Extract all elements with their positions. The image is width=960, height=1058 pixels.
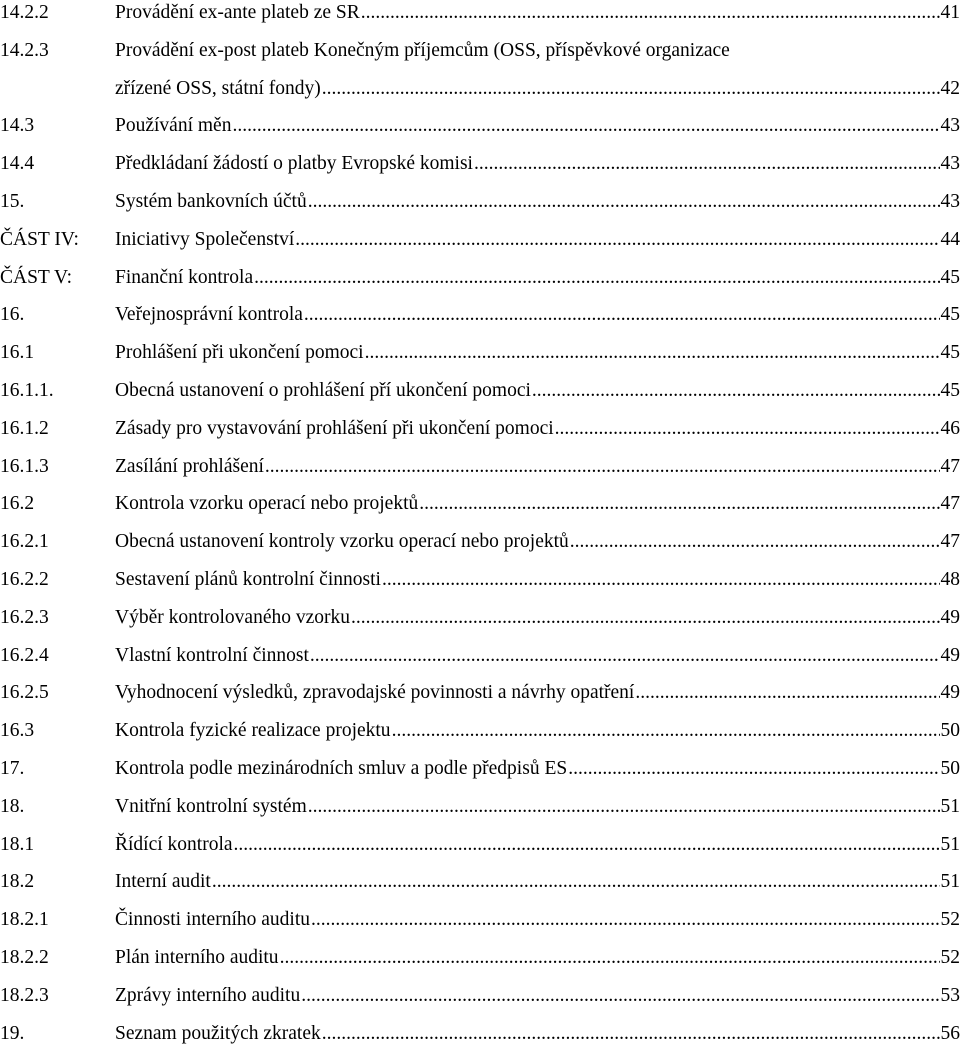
dot-leader [322,1021,940,1046]
toc-entry-title: Provádění ex-ante plateb ze SR [115,0,360,25]
toc-entry-number: 18.2.2 [0,945,49,970]
toc-entry-title-line [115,38,960,76]
toc-entry-title-line [115,718,960,756]
toc-entry-title-line [115,416,960,454]
toc-entry[interactable] [0,454,960,492]
toc-entry-title: Systém bankovních účtů [115,189,307,214]
toc-entry[interactable] [0,869,960,907]
toc-entry-title-box [115,832,960,870]
toc-entry[interactable] [0,907,960,945]
toc-entry-number: 16.1.2 [0,416,49,441]
dot-leader [265,454,940,479]
toc-entry-title-box [115,756,960,794]
toc-entry-page-number: 44 [941,227,960,252]
toc-entry-page-number: 53 [941,983,960,1008]
toc-entry-title-box [115,416,960,454]
toc-entry-title-box [115,794,960,832]
toc-entry[interactable] [0,227,960,265]
dot-leader [532,378,940,403]
toc-entry[interactable] [0,529,960,567]
toc-entry[interactable] [0,832,960,870]
toc-entry-title-line [115,340,960,378]
toc-entry[interactable] [0,189,960,227]
toc-entry-title-box [115,907,960,945]
dot-leader [254,265,939,290]
dot-leader [308,189,940,214]
toc-entry[interactable] [0,643,960,681]
toc-entry-title-box [115,718,960,756]
toc-entry-title-line [115,680,960,718]
toc-entry-page-number: 43 [941,189,960,214]
toc-entry-title-box [115,0,960,38]
toc-entry-page-number: 50 [941,718,960,743]
toc-entry[interactable] [0,0,960,38]
toc-entry-title-box [115,151,960,189]
dot-leader [555,416,940,441]
toc-entry[interactable] [0,567,960,605]
toc-entry-page-number: 48 [941,567,960,592]
dot-leader [280,945,940,970]
toc-entry-title: Prohlášení při ukončení pomoci [115,340,364,365]
dot-leader [365,340,940,365]
toc-entry-title: Kontrola fyzické realizace projektu [115,718,391,743]
toc-entry-title-line [115,302,960,340]
toc-entry[interactable] [0,756,960,794]
toc-entry-page-number: 52 [941,945,960,970]
toc-entry-title: Interní audit [115,869,211,894]
toc-entry-title-line [115,756,960,794]
toc-entry-page-number: 50 [941,756,960,781]
toc-entry-page-number: 42 [941,76,960,101]
toc-entry-number: ČÁST V: [0,265,72,290]
toc-entry-page-number: 41 [941,0,960,25]
toc-entry-page-number: 49 [941,680,960,705]
toc-entry[interactable] [0,302,960,340]
toc-entry-number: 16.2 [0,491,34,516]
dot-leader [570,529,940,554]
toc-entry-title-box [115,869,960,907]
toc-entry-number: ČÁST IV: [0,227,79,252]
toc-entry-number: 14.2.2 [0,0,49,25]
toc-entry-title-box [115,491,960,529]
toc-entry-title-line [115,907,960,945]
toc-entry-title: Činnosti interního auditu [115,907,310,932]
toc-entry-title: Vlastní kontrolní činnost [115,643,309,668]
toc-entry-number: 19. [0,1021,24,1046]
toc-entry-page-number: 51 [941,869,960,894]
toc-entry-page-number: 43 [941,113,960,138]
toc-entry-page-number: 45 [941,378,960,403]
toc-entry-page-number: 45 [941,302,960,327]
toc-entry-number: 16.2.1 [0,529,49,554]
toc-entry-title-box [115,1021,960,1058]
dot-leader [212,869,940,894]
dot-leader [419,491,939,516]
toc-entry-title-line [115,76,960,114]
toc-entry-title: Iniciativy Společenství [115,227,294,252]
toc-entry-title-box [115,983,960,1021]
toc-entry[interactable] [0,491,960,529]
toc-entry-number: 16.1.3 [0,454,49,479]
toc-entry-number: 18.2.3 [0,983,49,1008]
toc-entry[interactable] [0,794,960,832]
toc-entry-title: Kontrola podle mezinárodních smluv a podle předpisů ES [115,756,567,781]
dot-leader [232,113,939,138]
toc-entry-title-line [115,529,960,567]
toc-entry-title-line [115,378,960,416]
toc-entry-title-box [115,605,960,643]
toc-entry-number: 16.1.1. [0,378,54,403]
toc-entry-title-line [115,151,960,189]
toc-entry-page-number: 49 [941,643,960,668]
toc-entry-number: 14.2.3 [0,38,49,63]
toc-entry-title: Finanční kontrola [115,265,253,290]
toc-entry-title-box [115,113,960,151]
toc-entry-page-number: 46 [941,416,960,441]
toc-entry-title-line [115,643,960,681]
dot-leader [351,605,939,630]
toc-entry-title: Zprávy interního auditu [115,983,300,1008]
toc-entry[interactable] [0,38,960,114]
toc-entry-page-number: 45 [941,340,960,365]
dot-leader [635,680,939,705]
toc-entry-number: 15. [0,189,24,214]
toc-entry-page-number: 52 [941,907,960,932]
toc-entry-title-box [115,265,960,303]
toc-entry-title-line [115,869,960,907]
toc-entry-number: 18. [0,794,24,819]
toc-entry-title: Zasílání prohlášení [115,454,264,479]
toc-entry[interactable] [0,945,960,983]
toc-entry[interactable] [0,340,960,378]
toc-entry-title-line [115,945,960,983]
toc-entry-title: Výběr kontrolovaného vzorku [115,605,350,630]
toc-entry-number: 18.1 [0,832,34,857]
toc-entry-title-box [115,227,960,265]
toc-entry-number: 16. [0,302,24,327]
toc-entry-title-box [115,340,960,378]
toc-entry-title-box [115,643,960,681]
toc-entry-title-box [115,302,960,340]
toc-entry-number: 14.4 [0,151,34,176]
toc-entry-title: zřízené OSS, státní fondy) [115,76,321,101]
toc-entry-title-box [115,378,960,416]
toc-entry-title: Veřejnosprávní kontrola [115,302,303,327]
toc-entry-title-box [115,529,960,567]
dot-leader [310,643,940,668]
toc-entry-number: 18.2.1 [0,907,49,932]
toc-entry-title-line [115,113,960,151]
toc-entry-page-number: 47 [941,529,960,554]
toc-entry-title-line [115,227,960,265]
toc-entry-title: Vyhodnocení výsledků, zpravodajské povinnosti a návrhy opatření [115,680,634,705]
toc-entry-number: 16.3 [0,718,34,743]
toc-entry-title-line [115,983,960,1021]
toc-entry[interactable] [0,151,960,189]
toc-entry-number: 16.2.4 [0,643,49,668]
toc-entry-page-number: 47 [941,491,960,516]
dot-leader [382,567,940,592]
toc-entry-number: 16.2.2 [0,567,49,592]
toc-entry-title-line [115,491,960,529]
toc-entry-title-line [115,832,960,870]
toc-entry-page-number: 43 [941,151,960,176]
toc-entry-title-line [115,1021,960,1058]
dot-leader [295,227,939,252]
toc-entry-title: Seznam použitých zkratek [115,1021,321,1046]
toc-entry-title-line [115,454,960,492]
toc-entry-page-number: 49 [941,605,960,630]
dot-leader [392,718,940,743]
dot-leader [568,756,939,781]
toc-entry-title: Vnitřní kontrolní systém [115,794,307,819]
toc-entry-title: Plán interního auditu [115,945,279,970]
dot-leader [301,983,939,1008]
toc-entry[interactable] [0,605,960,643]
toc-entry-title: Předkládaní žádostí o platby Evropské komisi [115,151,473,176]
toc-entry-number: 16.1 [0,340,34,365]
toc-entry[interactable] [0,680,960,718]
toc-entry[interactable] [0,378,960,416]
toc-entry[interactable] [0,113,960,151]
toc-entry-title-line [115,567,960,605]
toc-entry-page-number: 47 [941,454,960,479]
toc-entry[interactable] [0,983,960,1021]
toc-entry-title-box [115,680,960,718]
toc-entry-number: 16.2.3 [0,605,49,630]
toc-entry-number: 17. [0,756,24,781]
toc-entry-title-line [115,0,960,38]
toc-entry-number: 16.2.5 [0,680,49,705]
toc-entry[interactable] [0,718,960,756]
toc-entry-page-number: 51 [941,832,960,857]
dot-leader [361,0,940,25]
toc-entry-title: Obecná ustanovení kontroly vzorku operací nebo projektů [115,529,569,554]
toc-entry-title: Zásady pro vystavování prohlášení při ukončení pomoci [115,416,554,441]
dot-leader [308,794,940,819]
toc-entry-title-line [115,794,960,832]
toc-entry-title: Kontrola vzorku operací nebo projektů [115,491,418,516]
toc-entry-title-line [115,605,960,643]
toc-entry-title: Používání měn [115,113,231,138]
dot-leader [474,151,940,176]
toc-entry[interactable] [0,416,960,454]
toc-entry-title-line [115,265,960,303]
toc-entry-page-number: 51 [941,794,960,819]
toc-entry[interactable] [0,265,960,303]
toc-entry-title-box [115,945,960,983]
toc-entry-title-line [115,189,960,227]
toc-entry-title: Řídící kontrola [115,832,233,857]
toc-entry-title-box [115,567,960,605]
toc-entry-number: 18.2 [0,869,34,894]
toc-entry-title: Sestavení plánů kontrolní činnosti [115,567,381,592]
dot-leader [322,76,940,101]
toc-entry-page-number: 56 [941,1021,960,1046]
dot-leader [234,832,940,857]
toc-entry-number: 14.3 [0,113,34,138]
toc-entry-title: Provádění ex-post plateb Konečným příjemcům (OSS, příspěvkové organizace [115,40,730,61]
toc-entry-page-number: 45 [941,265,960,290]
toc-entry-title-box [115,454,960,492]
toc-entry-title-box [115,38,960,114]
toc-entry-title-box [115,189,960,227]
dot-leader [304,302,940,327]
toc-entry-title: Obecná ustanovení o prohlášení pří ukončení pomoci [115,378,531,403]
toc-entry[interactable] [0,1021,960,1058]
dot-leader [311,907,940,932]
